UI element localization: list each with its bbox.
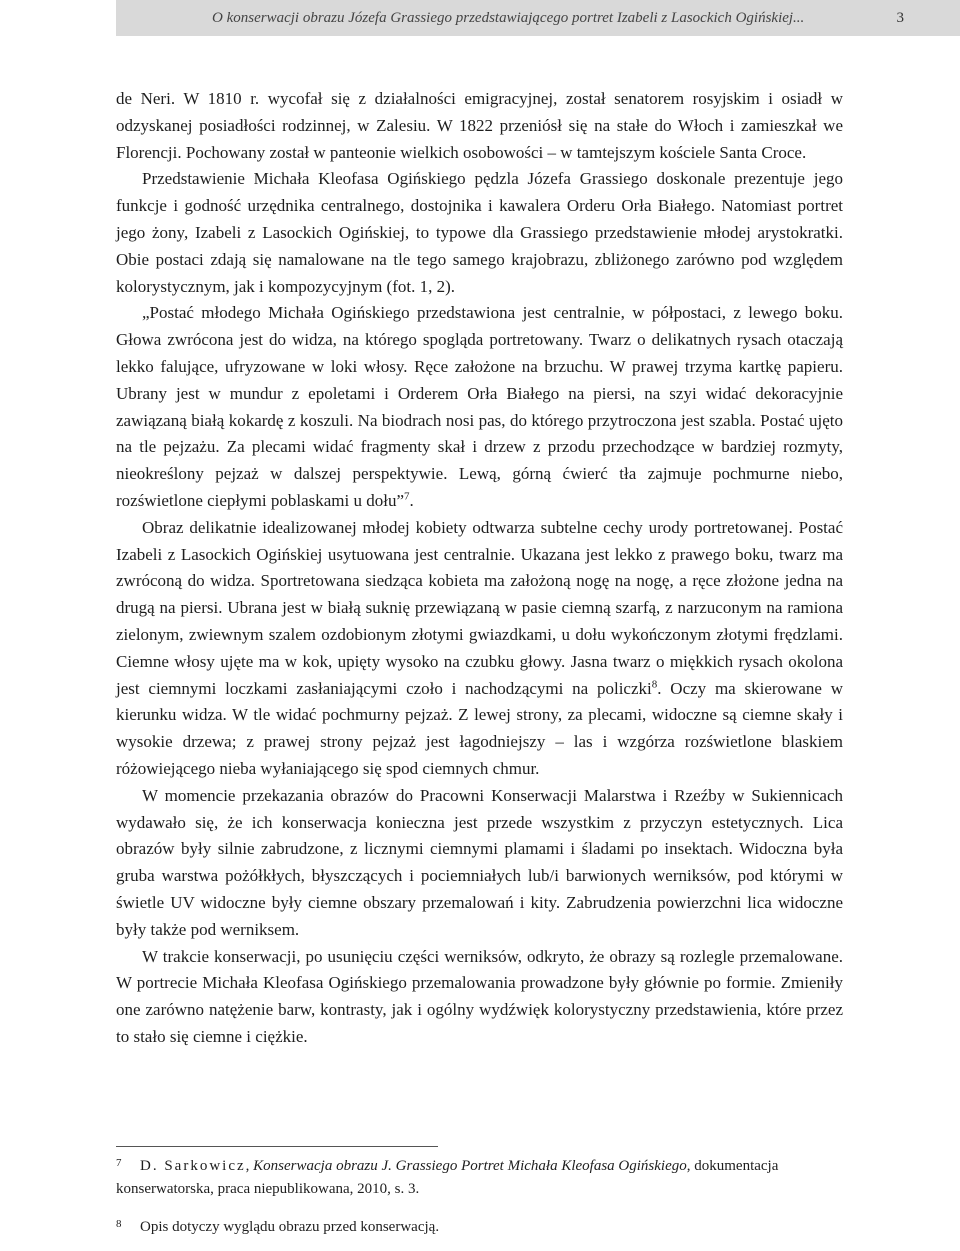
footnote-divider <box>116 1146 438 1147</box>
running-header <box>116 0 960 36</box>
paragraph-4-end: . Oczy ma skierowane w kierunku widza. W tle widać pochmurny pejzaż. Z lewej strony, za plecami, widoczne są ciemne skały i wysokie drzewa; z prawej strony pejzaż jest łagodniejszy – las i wzgórza rozświetlone blaskiem różowiejącego nieba wyłaniającego się spod ciemnych chmur. <box>116 678 843 778</box>
footnotes <box>116 1152 843 1251</box>
paragraph-5: W momencie przekazania obrazów do Pracowni Konserwacji Malarstwa i Rzeźby w Sukiennicach wydawało się, że ich konserwacja konieczna jest przede wszystkim z przyczyn estetycznych. Lica obrazów były silnie zabrudzone, z licznymi ciemnymi plamami i śladami po insektach. Widoczna była gruba warstwa pożółkłych, błyszczących i pociemniałych lub/i barwionych werniksów, pod którymi w świetle UV widoczne były ciemne obszary przemalowań i kity. Zabrudzenia powierzchni lica widoczne były także pod werniksem. <box>116 785 843 939</box>
footnote-ref-8[interactable]: 8 <box>651 677 658 690</box>
footnote-author: D. Sarkowicz <box>140 1158 246 1174</box>
paragraph-1: de Neri. W 1810 r. wycofał się z działalności emigracyjnej, został senatorem rosyjskim i osiadł w odzyskanej posiadłości rodzinnej, w Zalesiu. W 1822 przeniósł się na stałe do Włoch i zamieszkał we Florencji. Pochowany został w panteonie wielkich osobowości – w tamtejszym kościele Santa Croce. <box>116 89 843 162</box>
quote-text: „Postać młodego Michała Ogińskiego przedstawiona jest centralnie, w półpostaci, z lewego boku. Głowa zwrócona jest do widza, na którego spogląda portretowany. Twarz o delikatnych rysach otaczają lekko falujące, ufryzowane w loki włosy. Ręce założone na brzuchu. W prawej trzyma kartkę papieru. Ubrany jest w mundur z epoletami i Orderem Orła Białego na piersi, na szyi widać dekoracyjnie zawiązaną białą kokardę z koszuli. Na biodrach nosi pas, do którego przytroczona jest szabla. Postać ujęto na tle pejzażu. Za plecami widać fragmenty skał i drzew z przodu przechodzące w bardziej rozmyty, nieokreślony pejzaż w dalszej perspektywie. Lewą, górną ćwierć tła zajmuje pochmurne niebo, rozświetlone ciepłymi poblaskami u dołu” <box>116 303 843 510</box>
article-body <box>116 86 843 1051</box>
paragraph-6: W trakcie konserwacji, po usunięciu części werniksów, odkryto, że obrazy są rozlegle przemalowane. W portrecie Michała Kleofasa Ogińskiego przemalowania prowadzone były głównie po formie. Zmieniły one zarówno natężenie barw, kontrasty, jak i ogólny wydźwięk kolorystyczny przedstawienia, które przez to stało się ciemne i ciężkie. <box>116 946 843 1046</box>
paragraph-4 <box>116 515 843 783</box>
footnote-7 <box>116 1152 843 1201</box>
footnote-separator: , <box>245 1158 254 1174</box>
paragraph-2: Przedstawienie Michała Kleofasa Ogińskiego pędzla Józefa Grassiego doskonale prezentuje jego funkcje i godność urzędnika centralnego, dostojnika i kawalera Orderu Orła Białego. Natomiast portret jego żony, Izabeli z Lasockich Ogińskiej, to typowe dla Grassiego przedstawienie młodej arystokratki. Obie postaci zdają się namalowane na tle tego samego krajobrazu, zbliżonego zarówno pod względem kolorystycznym, jak i kompozycyjnym (fot. 1, 2). <box>116 169 843 296</box>
paragraph-4-text: Obraz delikatnie idealizowanej młodej kobiety odtwarza subtelne cechy urody portretowanej. Postać Izabeli z Lasockich Ogińskiej usytuowana jest centralnie. Ukazana jest lekko z prawego boku, twarz ma zwróconą do widza. Sportretowana siedząca kobieta ma założoną nogę na nogę, a ręce złożone jedna na drugą na piersi. Ubrana jest w białą suknię przewiązaną w pasie ciemną szarfą, z narzuconym na ramiona zielonym, zwiewnym szalem ozdobionym złotymi gwiazdkami, u dołu wykończonym złotymi frędzlami. Ciemne włosy ujęte ma w kok, upięty wysoko na czubku głowy. Jasna twarz o miękkich rysach okolona jest ciemnymi loczkami zasłaniającymi czoło i nachodzącymi na policzki <box>116 517 843 698</box>
footnote-number: 8 <box>116 1218 122 1230</box>
paragraph-3 <box>116 300 843 514</box>
footnote-rest: , dokumentacja konserwatorska, praca niepublikowana, 2010, s. 3. <box>116 1158 779 1197</box>
quote-end: . <box>409 490 414 510</box>
running-title: O konserwacji obrazu Józefa Grassiego przedstawiającego portret Izabeli z Lasockich Ogińskiej... <box>212 10 805 26</box>
footnote-title: Konserwacja obrazu J. Grassiego Portret Michała Kleofasa Ogińskiego <box>253 1158 687 1174</box>
footnote-8 <box>116 1213 843 1239</box>
footnote-text: Opis dotyczy wyglądu obrazu przed konserwacją. <box>140 1219 440 1235</box>
page-number: 3 <box>896 10 904 26</box>
footnote-ref-7[interactable]: 7 <box>404 490 410 503</box>
footnote-number: 7 <box>116 1157 122 1169</box>
